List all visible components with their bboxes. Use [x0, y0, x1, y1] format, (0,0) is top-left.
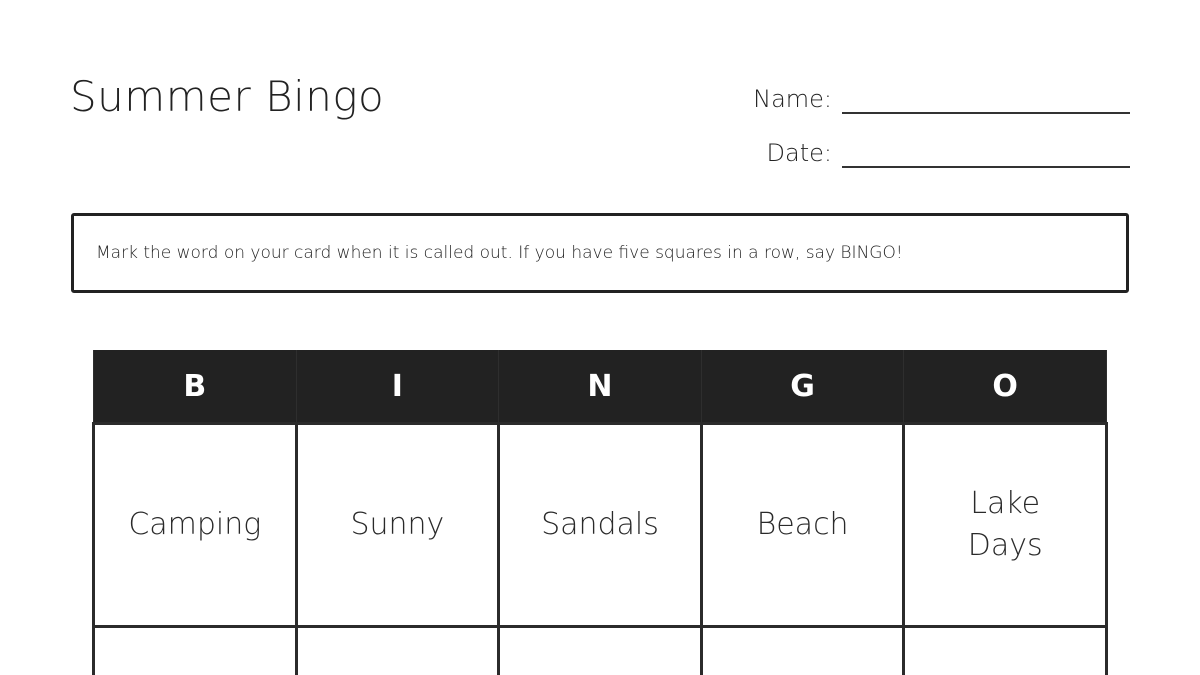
bingo-row — [94, 424, 1107, 627]
bingo-cell[interactable]: Camping — [94, 424, 297, 627]
bingo-cell[interactable] — [701, 627, 904, 675]
bingo-cell[interactable] — [904, 627, 1107, 675]
instructions-text: Mark the word on your card when it is called out. If you have five squares in a row, say BINGO! — [96, 243, 903, 263]
bingo-card — [92, 350, 1108, 675]
bingo-header-b: B — [94, 350, 297, 424]
bingo-cell[interactable] — [94, 627, 297, 675]
date-field-row — [700, 132, 1130, 168]
instructions-box — [71, 213, 1129, 293]
bingo-header-row — [94, 350, 1107, 424]
name-label: Name: — [753, 85, 832, 113]
date-label: Date: — [766, 139, 832, 167]
bingo-header-n: N — [499, 350, 702, 424]
bingo-cell[interactable] — [296, 627, 499, 675]
bingo-header-o: O — [904, 350, 1107, 424]
name-field-row — [700, 78, 1130, 114]
bingo-cell[interactable] — [499, 627, 702, 675]
bingo-header-g: G — [701, 350, 904, 424]
date-line[interactable] — [842, 132, 1130, 168]
bingo-header-i: I — [296, 350, 499, 424]
bingo-cell[interactable]: Sunny — [296, 424, 499, 627]
bingo-cell[interactable]: Sandals — [499, 424, 702, 627]
name-line[interactable] — [842, 78, 1130, 114]
page-title: Summer Bingo — [70, 72, 385, 121]
bingo-cell[interactable]: Beach — [701, 424, 904, 627]
bingo-cell[interactable]: Lake Days — [904, 424, 1107, 627]
bingo-row — [94, 627, 1107, 675]
